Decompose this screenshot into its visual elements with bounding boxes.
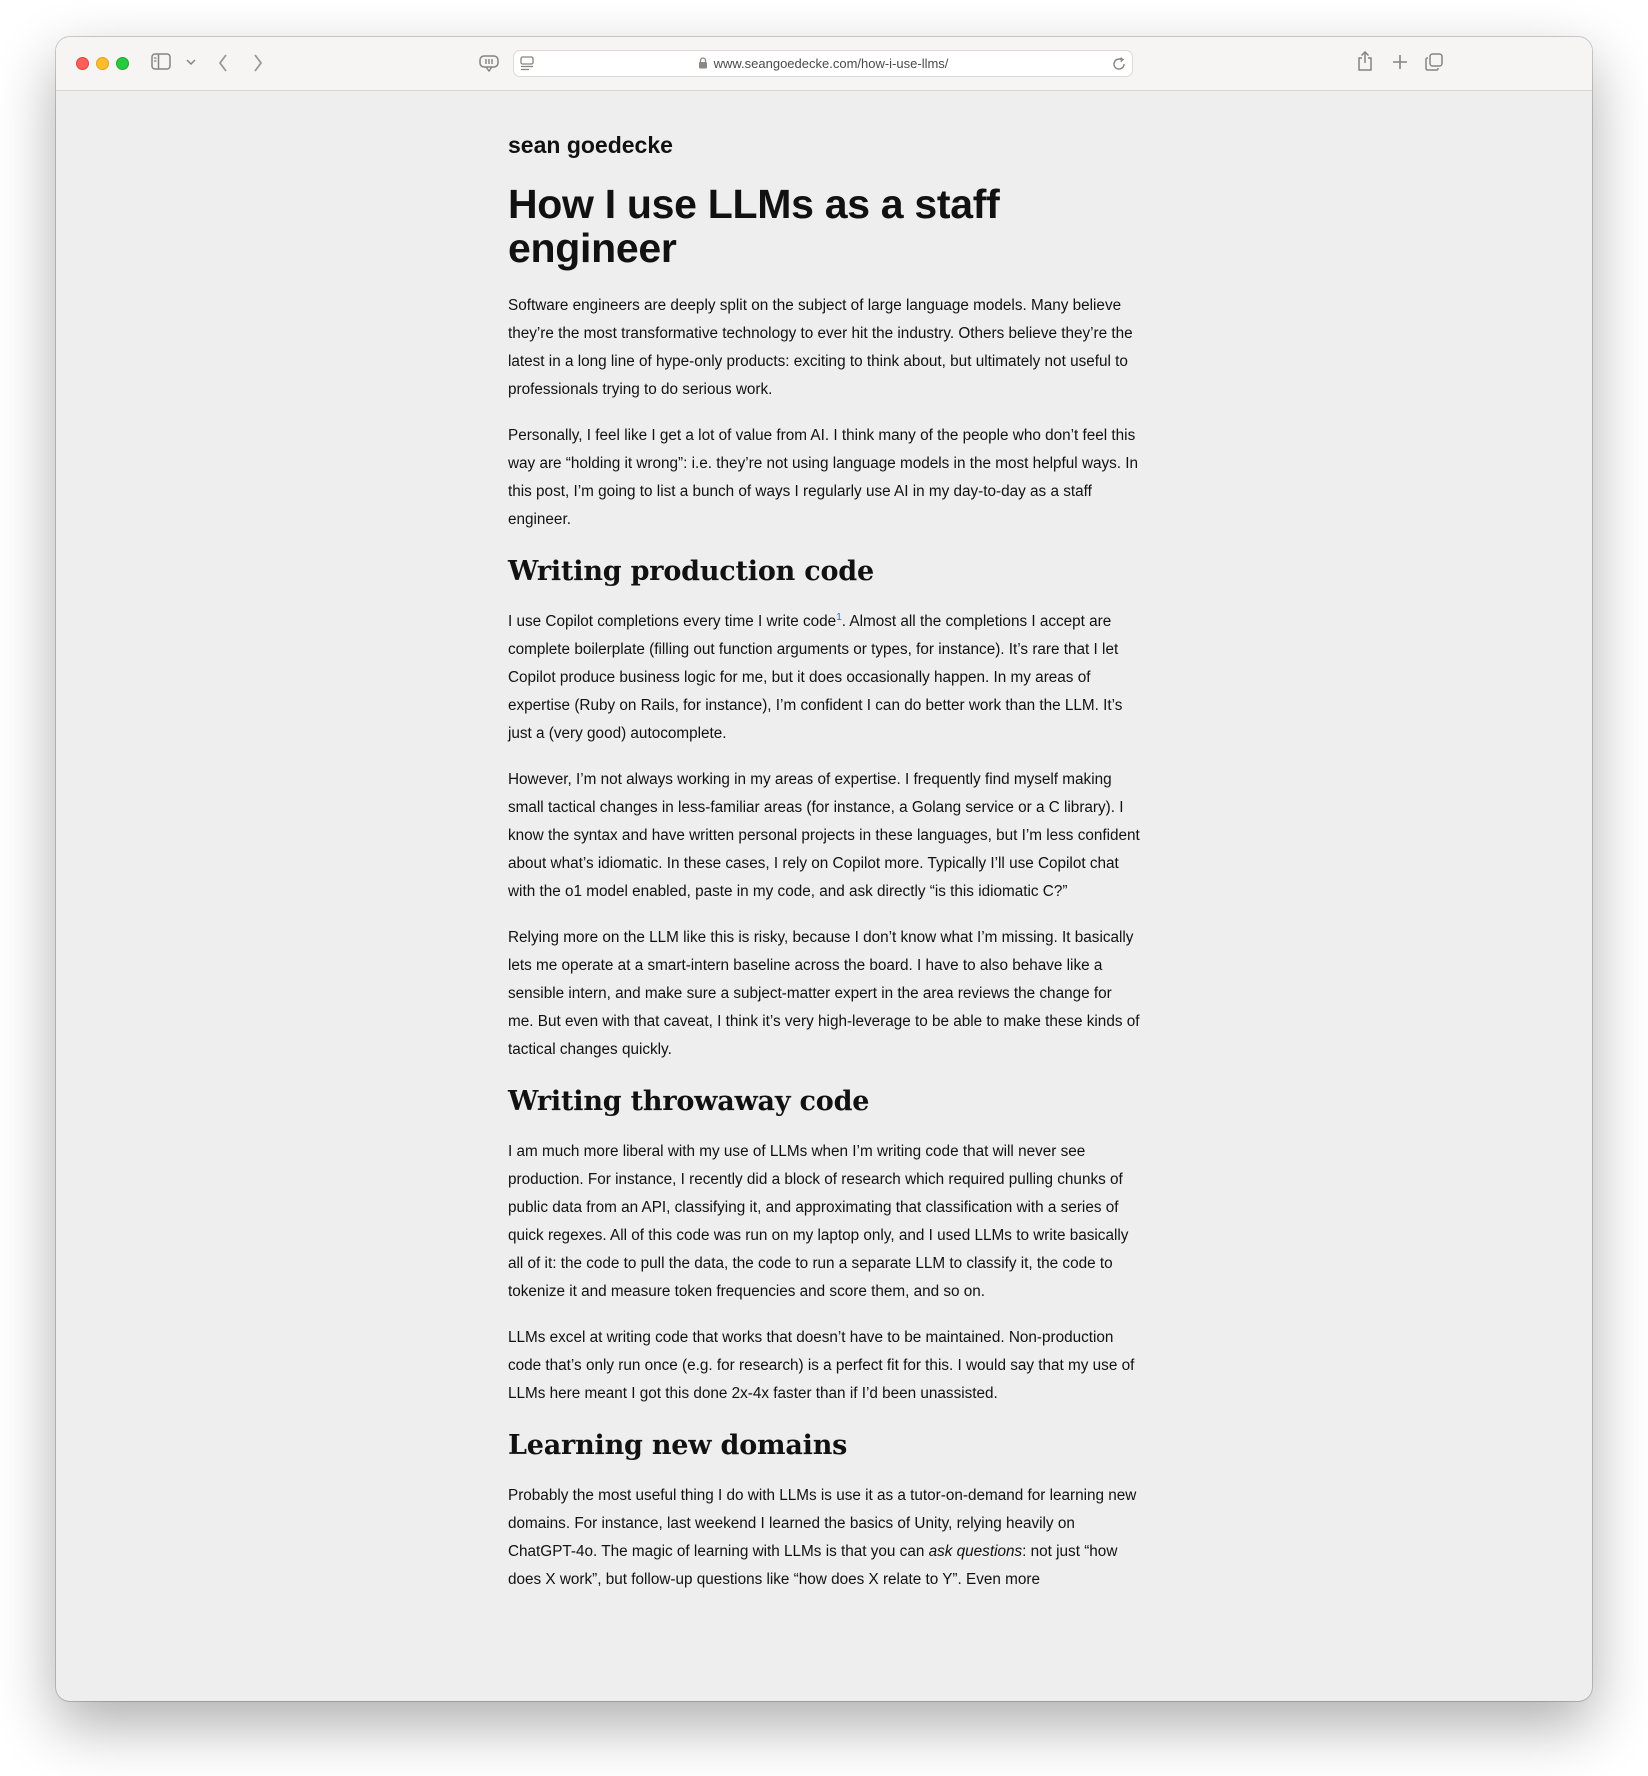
intro-paragraph-2: Personally, I feel like I get a lot of value from AI. I think many of the people who don’t feel this way are “holding it wrong”: i.e. they’re not using language models in the most helpful ways. In this post, I’m going to list a bunch of ways I regularly use AI in my day-to-day as a staff engineer. [508, 427, 1139, 528]
throwaway-code-paragraph-1: I am much more liberal with my use of LLMs when I’m writing code that will never see production. For instance, I recently did a block of research which required pulling chunks of public data from an API, classifying it, and approximating that classification with a series of quick regexes. All of this code was run on my laptop only, and I used LLMs to write basically all of it: the code to pull the data, the code to run a separate LLM to classify it, the code to tokenize it and measure token frequencies and score them, and so on. [508, 1143, 1129, 1300]
privacy-report-icon[interactable] [479, 54, 499, 72]
emphasis-text: ask questions [928, 1543, 1023, 1560]
reload-icon[interactable] [1112, 57, 1126, 71]
url-display[interactable] [514, 51, 1132, 77]
paragraph-text: . Almost all the completions I accept are complete boilerplate (filling out function arguments or types, for instance). It’s rare that I let Copilot produce business logic for me, but it does occasionally happen. In my areas of expertise (Ruby on Rails, for instance), I’m confident I can do better work than the LLM. It’s just a (very good) autocomplete. [508, 613, 1123, 742]
paragraph-text: Probably the most useful thing I do with LLMs is use it as a tutor-on-demand for learning new domains. For instance, last weekend I learned the basics of Unity, relying heavily on ChatGPT-4o. The magic of learning with LLMs is that you can [508, 1487, 1137, 1560]
tab-overview-icon[interactable] [1425, 53, 1443, 71]
close-window-button[interactable] [76, 57, 89, 70]
forward-arrow-icon[interactable] [253, 54, 263, 72]
zoom-window-button[interactable] [116, 57, 129, 70]
throwaway-code-paragraph-2: LLMs excel at writing code that works that doesn’t have to be maintained. Non-production code that’s only run once (e.g. for research) is a perfect fit for this. I would say that my use of LLMs here meant I got this done 2x-4x faster than if I’d been unassisted. [508, 1329, 1135, 1402]
intro-paragraph-1: Software engineers are deeply split on the subject of large language models. Many believe they’re the most transformative technology to ever hit the industry. Others believe they’re the latest in a long line of hype-only products: exciting to think about, but ultimately not useful to professionals trying to do serious work. [508, 297, 1133, 398]
paragraph-text: I use Copilot completions every time I write code [508, 613, 837, 630]
minimize-window-button[interactable] [96, 57, 109, 70]
production-code-paragraph-3: Relying more on the LLM like this is risky, because I don’t know what I’m missing. It basically lets me operate at a smart-intern baseline across the board. I have to also behave like a sensible intern, and make sure a subject-matter expert in the area reviews the change for me. But even with that caveat, I think it’s very high-leverage to be able to make these kinds of tactical changes quickly. [508, 929, 1140, 1058]
learning-domains-paragraph-1 [508, 1482, 1140, 1594]
browser-window [56, 37, 1592, 1701]
chevron-down-icon[interactable] [186, 59, 196, 66]
sidebar-toggle-icon[interactable] [151, 53, 171, 70]
lock-icon [698, 52, 708, 77]
production-code-paragraph-2: However, I’m not always working in my areas of expertise. I frequently find myself making small tactical changes in less-familiar areas (for instance, a Golang service or a C library). I know the syntax and have written personal projects in these languages, but I’m less confident about what’s idiomatic. In these cases, I rely on Copilot more. Typically I’ll use Copilot chat with the o1 model enabled, paste in my code, and ask directly “is this idiomatic C?” [508, 771, 1140, 900]
address-bar[interactable] [513, 50, 1133, 77]
url-text: www.seangoedecke.com/how-i-use-llms/ [713, 56, 949, 71]
section-heading-throwaway-code: Writing throwaway code [508, 1086, 870, 1117]
new-tab-plus-icon[interactable] [1392, 54, 1408, 70]
section-heading-production-code: Writing production code [508, 556, 874, 587]
share-icon[interactable] [1357, 51, 1373, 71]
footnote-link[interactable]: 1 [836, 611, 842, 623]
back-arrow-icon[interactable] [218, 54, 228, 72]
site-name-link[interactable]: sean goedecke [508, 132, 673, 158]
paragraph-text: : not just “how does X work”, but follow-up questions like “how does X relate to Y”. Even more [508, 1543, 1118, 1588]
browser-toolbar [56, 37, 1592, 91]
article-content [508, 90, 1140, 1594]
article-title: How I use LLMs as a staff engineer [508, 181, 1000, 271]
section-heading-learning-domains: Learning new domains [508, 1430, 848, 1461]
production-code-paragraph-1 [508, 608, 1140, 748]
